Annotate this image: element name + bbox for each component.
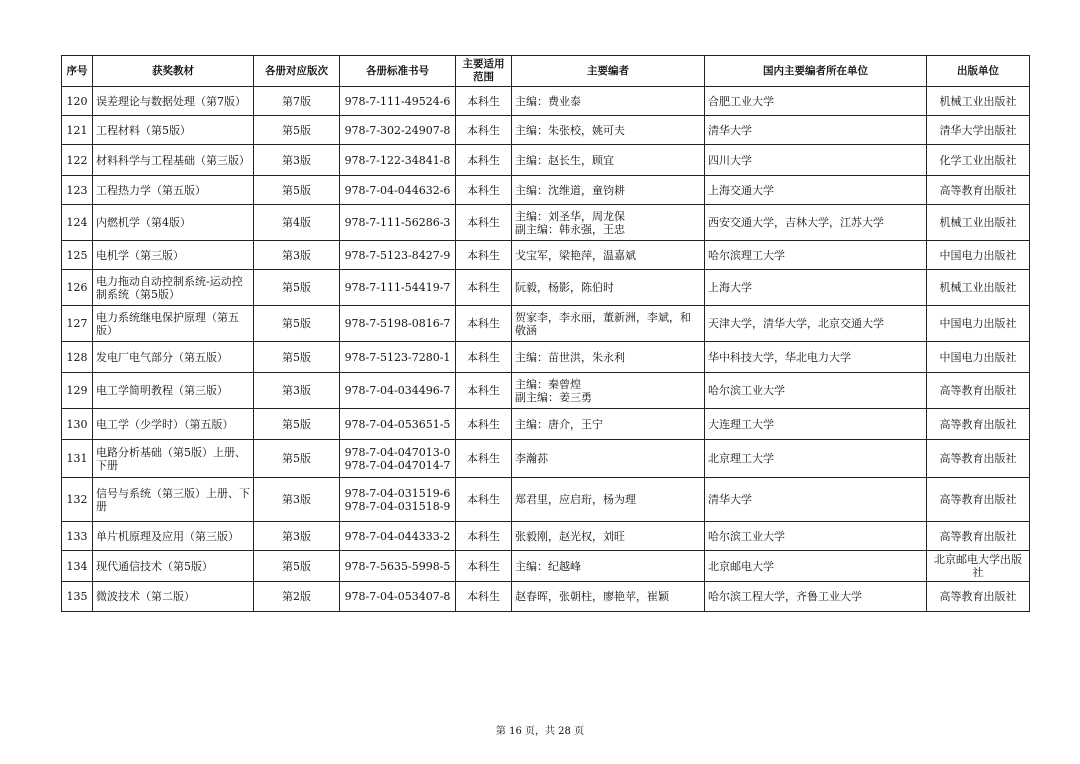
row-publisher: 高等教育出版社 [927, 409, 1030, 440]
row-unit: 大连理工大学 [705, 409, 927, 440]
table-row [62, 440, 1030, 478]
row-title: 发电厂电气部分（第五版） [93, 342, 254, 373]
row-scope: 本科生 [456, 582, 512, 612]
row-scope: 本科生 [456, 270, 512, 306]
page-footer: 第 16 页，共 28 页 [495, 726, 585, 737]
row-editors-line: 主编：赵长生，顾宜 [515, 153, 614, 167]
row-editors [512, 241, 705, 270]
row-unit: 北京邮电大学 [705, 551, 927, 582]
row-no: 133 [62, 522, 93, 551]
row-scope: 本科生 [456, 116, 512, 145]
row-unit: 四川大学 [705, 145, 927, 176]
row-no: 123 [62, 176, 93, 205]
row-title: 工程热力学（第五版） [93, 176, 254, 205]
table-row [62, 176, 1030, 205]
row-edition: 第5版 [254, 116, 340, 145]
row-title: 信号与系统（第三版）上册、下册 [93, 478, 254, 522]
row-editors-line: 主编：刘圣华，周龙保 [515, 209, 625, 223]
row-isbn [340, 145, 456, 176]
row-title: 微波技术（第二版） [93, 582, 254, 612]
col-header-edition: 各册对应版次 [254, 56, 340, 87]
row-isbn [340, 551, 456, 582]
row-isbn-line: 978-7-5635-5998-5 [344, 559, 451, 573]
row-isbn [340, 116, 456, 145]
row-scope: 本科生 [456, 241, 512, 270]
row-edition: 第3版 [254, 478, 340, 522]
row-no: 134 [62, 551, 93, 582]
row-editors-line: 郑君里，应启珩，杨为理 [515, 493, 636, 506]
row-publisher: 机械工业出版社 [927, 87, 1030, 116]
row-editors [512, 176, 705, 205]
row-publisher: 北京邮电大学出版社 [927, 551, 1030, 582]
row-editors [512, 409, 705, 440]
col-header-isbn: 各册标准书号 [340, 56, 456, 87]
row-unit: 天津大学，清华大学，北京交通大学 [705, 306, 927, 342]
row-unit: 上海交通大学 [705, 176, 927, 205]
row-isbn-line: 978-7-111-56286-3 [344, 216, 451, 229]
row-scope: 本科生 [456, 478, 512, 522]
row-isbn-line: 978-7-302-24907-8 [344, 123, 451, 137]
row-isbn [340, 373, 456, 409]
row-editors [512, 116, 705, 145]
col-header-scope: 主要适用范围 [456, 56, 512, 87]
row-no: 132 [62, 478, 93, 522]
row-isbn [340, 342, 456, 373]
table-row [62, 409, 1030, 440]
row-isbn [340, 205, 456, 241]
row-isbn [340, 409, 456, 440]
row-unit: 哈尔滨工业大学 [705, 373, 927, 409]
row-no: 128 [62, 342, 93, 373]
row-scope: 本科生 [456, 176, 512, 205]
row-editors-line: 主编：纪越峰 [515, 559, 581, 573]
row-edition: 第3版 [254, 145, 340, 176]
table-row [62, 270, 1030, 306]
row-isbn-line: 978-7-111-54419-7 [344, 281, 451, 294]
row-edition: 第3版 [254, 241, 340, 270]
row-publisher: 中国电力出版社 [927, 241, 1030, 270]
row-editors [512, 373, 705, 409]
row-publisher: 高等教育出版社 [927, 176, 1030, 205]
row-editors-line: 主编：费业泰 [515, 94, 581, 108]
row-no: 125 [62, 241, 93, 270]
row-editors-line: 主编：苗世洪，朱永利 [515, 350, 625, 364]
row-isbn-line: 978-7-5123-7280-1 [344, 350, 451, 364]
row-isbn-line: 978-7-04-034496-7 [344, 384, 451, 397]
row-edition: 第3版 [254, 522, 340, 551]
row-isbn-line: 978-7-04-053407-8 [344, 590, 451, 603]
row-edition: 第5版 [254, 440, 340, 478]
row-editors-line: 戈宝军，梁艳萍，温嘉斌 [515, 248, 636, 262]
table-row [62, 478, 1030, 522]
row-isbn-line: 978-7-04-053651-5 [344, 417, 451, 431]
row-scope: 本科生 [456, 342, 512, 373]
row-scope: 本科生 [456, 87, 512, 116]
table-row [62, 522, 1030, 551]
row-no: 127 [62, 306, 93, 342]
row-title: 电工学（少学时）（第五版） [93, 409, 254, 440]
row-scope: 本科生 [456, 551, 512, 582]
row-title: 电工学简明教程（第三版） [93, 373, 254, 409]
row-isbn [340, 176, 456, 205]
row-scope: 本科生 [456, 306, 512, 342]
row-title: 误差理论与数据处理（第7版） [93, 87, 254, 116]
row-unit: 哈尔滨工程大学，齐鲁工业大学 [705, 582, 927, 612]
row-title: 现代通信技术（第5版） [93, 551, 254, 582]
row-publisher: 清华大学出版社 [927, 116, 1030, 145]
row-editors-line: 李瀚荪 [515, 452, 548, 465]
row-title: 工程材料（第5版） [93, 116, 254, 145]
row-scope: 本科生 [456, 440, 512, 478]
row-isbn-line: 978-7-5198-0816-7 [344, 317, 451, 330]
row-isbn-line: 978-7-04-044632-6 [344, 183, 451, 197]
row-no: 121 [62, 116, 93, 145]
row-isbn [340, 270, 456, 306]
row-no: 120 [62, 87, 93, 116]
row-editors-line: 赵春晖，张朝柱，廖艳苹，崔颖 [515, 590, 669, 603]
row-editors [512, 522, 705, 551]
row-title: 电力系统继电保护原理（第五版） [93, 306, 254, 342]
col-header-unit: 国内主要编者所在单位 [705, 56, 927, 87]
row-isbn [340, 440, 456, 478]
row-edition: 第5版 [254, 306, 340, 342]
row-editors [512, 87, 705, 116]
row-isbn-line: 978-7-5123-8427-9 [344, 248, 451, 262]
row-no: 135 [62, 582, 93, 612]
row-edition: 第5版 [254, 409, 340, 440]
col-header-no: 序号 [62, 56, 93, 87]
awards-table [61, 55, 1030, 612]
row-editors [512, 478, 705, 522]
row-edition: 第2版 [254, 582, 340, 612]
row-scope: 本科生 [456, 145, 512, 176]
table-header-row [62, 56, 1030, 87]
col-header-editors: 主要编者 [512, 56, 705, 87]
row-publisher: 高等教育出版社 [927, 373, 1030, 409]
row-unit: 清华大学 [705, 478, 927, 522]
row-editors-line: 副主编：姜三勇 [515, 390, 592, 404]
col-header-publisher: 出版单位 [927, 56, 1030, 87]
row-isbn [340, 241, 456, 270]
row-editors [512, 342, 705, 373]
row-edition: 第4版 [254, 205, 340, 241]
row-scope: 本科生 [456, 373, 512, 409]
row-editors-line: 副主编：韩永强，王忠 [515, 222, 625, 236]
row-publisher: 中国电力出版社 [927, 342, 1030, 373]
row-editors [512, 270, 705, 306]
row-editors [512, 582, 705, 612]
row-scope: 本科生 [456, 205, 512, 241]
row-no: 130 [62, 409, 93, 440]
row-publisher: 化学工业出版社 [927, 145, 1030, 176]
row-publisher: 中国电力出版社 [927, 306, 1030, 342]
row-isbn-line: 978-7-04-031518-9 [344, 499, 451, 513]
row-isbn [340, 522, 456, 551]
row-edition: 第5版 [254, 551, 340, 582]
row-editors-line: 主编：秦曾煌 [515, 377, 581, 391]
row-edition: 第5版 [254, 270, 340, 306]
row-publisher: 高等教育出版社 [927, 582, 1030, 612]
row-unit: 北京理工大学 [705, 440, 927, 478]
row-no: 131 [62, 440, 93, 478]
row-unit: 合肥工业大学 [705, 87, 927, 116]
row-no: 126 [62, 270, 93, 306]
table-row [62, 582, 1030, 612]
table-row [62, 373, 1030, 409]
row-edition: 第3版 [254, 373, 340, 409]
row-editors-line: 张毅刚，赵光权，刘旺 [515, 529, 625, 543]
row-isbn-line: 978-7-111-49524-6 [344, 94, 451, 108]
row-unit: 西安交通大学，吉林大学，江苏大学 [705, 205, 927, 241]
row-edition: 第7版 [254, 87, 340, 116]
row-title: 电机学（第三版） [93, 241, 254, 270]
row-publisher: 高等教育出版社 [927, 522, 1030, 551]
row-no: 124 [62, 205, 93, 241]
row-editors [512, 145, 705, 176]
row-editors-line: 贺家李，李永丽，董新洲，李斌，和敬涵 [515, 310, 691, 337]
row-publisher: 机械工业出版社 [927, 205, 1030, 241]
row-title: 内燃机学（第4版） [93, 205, 254, 241]
row-isbn [340, 306, 456, 342]
row-editors [512, 205, 705, 241]
row-editors [512, 551, 705, 582]
row-isbn-line: 978-7-04-047013-0 [344, 445, 451, 459]
row-editors-line: 主编：朱张校，姚可夫 [515, 123, 625, 137]
row-isbn-line: 978-7-04-031519-6 [344, 486, 451, 500]
table-row [62, 116, 1030, 145]
row-edition: 第5版 [254, 342, 340, 373]
row-scope: 本科生 [456, 522, 512, 551]
table-row [62, 306, 1030, 342]
table-row [62, 205, 1030, 241]
table-row [62, 87, 1030, 116]
row-scope: 本科生 [456, 409, 512, 440]
row-publisher: 高等教育出版社 [927, 478, 1030, 522]
row-unit: 清华大学 [705, 116, 927, 145]
row-isbn [340, 478, 456, 522]
row-editors [512, 440, 705, 478]
row-isbn [340, 582, 456, 612]
row-editors-line: 阮毅，杨影，陈伯时 [515, 281, 614, 294]
col-header-title: 获奖教材 [93, 56, 254, 87]
row-edition: 第5版 [254, 176, 340, 205]
table-row [62, 551, 1030, 582]
row-isbn-line: 978-7-04-044333-2 [344, 529, 451, 543]
row-title: 电路分析基础（第5版）上册、下册 [93, 440, 254, 478]
row-unit: 上海大学 [705, 270, 927, 306]
row-unit: 哈尔滨工业大学 [705, 522, 927, 551]
row-title: 电力拖动自动控制系统-运动控制系统（第5版） [93, 270, 254, 306]
table-row [62, 342, 1030, 373]
row-isbn-line: 978-7-04-047014-7 [344, 458, 451, 472]
row-isbn [340, 87, 456, 116]
row-no: 129 [62, 373, 93, 409]
row-editors-line: 主编：沈维道，童钧耕 [515, 183, 625, 197]
row-title: 材料科学与工程基础（第三版） [93, 145, 254, 176]
table-row [62, 241, 1030, 270]
row-editors-line: 主编：唐介，王宁 [515, 417, 603, 431]
row-publisher: 机械工业出版社 [927, 270, 1030, 306]
row-no: 122 [62, 145, 93, 176]
row-title: 单片机原理及应用（第三版） [93, 522, 254, 551]
table-row [62, 145, 1030, 176]
row-unit: 华中科技大学，华北电力大学 [705, 342, 927, 373]
row-publisher: 高等教育出版社 [927, 440, 1030, 478]
row-isbn-line: 978-7-122-34841-8 [344, 153, 451, 167]
row-unit: 哈尔滨理工大学 [705, 241, 927, 270]
row-editors [512, 306, 705, 342]
